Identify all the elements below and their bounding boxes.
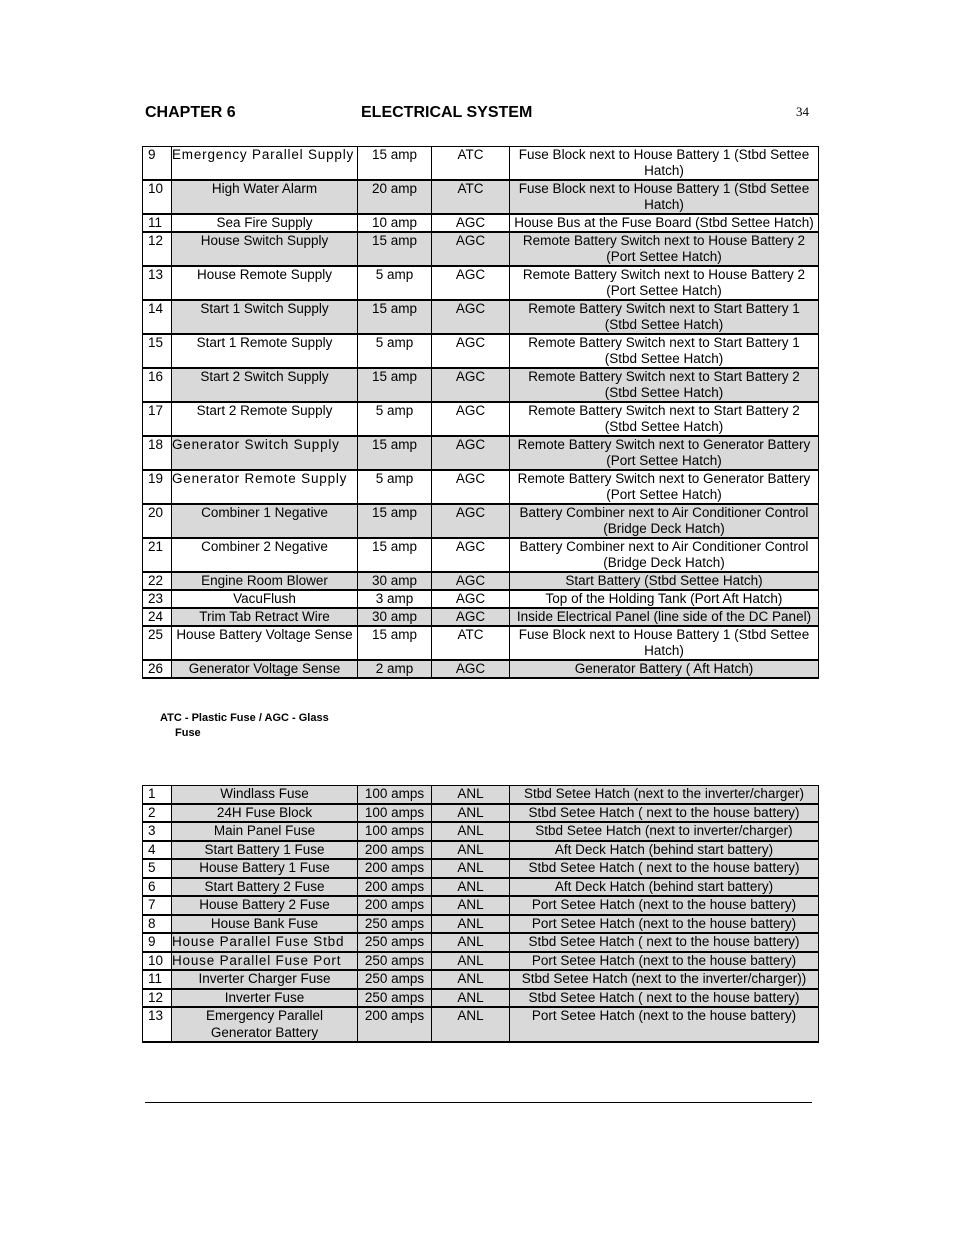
table-row bbox=[143, 266, 819, 300]
fuse-type-cell: AGC bbox=[432, 470, 510, 504]
fuse-type-cell: ANL bbox=[432, 933, 510, 952]
table-row bbox=[143, 878, 819, 897]
fuse-table-small bbox=[142, 146, 819, 679]
fuse-type-cell: ANL bbox=[432, 896, 510, 915]
fuse-location-cell: Stbd Setee Hatch ( next to the house battery) bbox=[510, 859, 819, 878]
table-row bbox=[143, 626, 819, 660]
fuse-location-cell: Remote Battery Switch next to House Battery 2 (Port Settee Hatch) bbox=[510, 232, 819, 266]
table-row bbox=[143, 504, 819, 538]
fuse-name-cell: Sea Fire Supply bbox=[172, 214, 358, 232]
fuse-name-cell: Combiner 2 Negative bbox=[172, 538, 358, 572]
table-row bbox=[143, 786, 819, 804]
table-row bbox=[143, 841, 819, 860]
fuse-number-cell: 8 bbox=[143, 915, 172, 934]
fuse-type-cell: ANL bbox=[432, 952, 510, 971]
chapter-label: CHAPTER 6 bbox=[145, 104, 236, 121]
fuse-type-cell: ANL bbox=[432, 1007, 510, 1042]
fuse-number-cell: 21 bbox=[143, 538, 172, 572]
fuse-number-cell: 10 bbox=[143, 180, 172, 214]
fuse-amp-cell: 15 amp bbox=[358, 436, 432, 470]
fuse-type-cell: ANL bbox=[432, 970, 510, 989]
fuse-number-cell: 24 bbox=[143, 608, 172, 626]
fuse-name-cell: VacuFlush bbox=[172, 590, 358, 608]
fuse-location-cell: Remote Battery Switch next to Generator Battery (Port Settee Hatch) bbox=[510, 436, 819, 470]
fuse-type-cell: AGC bbox=[432, 608, 510, 626]
fuse-amp-cell: 15 amp bbox=[358, 538, 432, 572]
fuse-amp-cell: 3 amp bbox=[358, 590, 432, 608]
fuse-type-cell: ANL bbox=[432, 989, 510, 1008]
fuse-number-cell: 2 bbox=[143, 804, 172, 823]
table-row bbox=[143, 147, 819, 181]
fuse-location-cell: Remote Battery Switch next to Start Battery 2 (Stbd Settee Hatch) bbox=[510, 402, 819, 436]
fuse-type-cell: ANL bbox=[432, 822, 510, 841]
fuse-number-cell: 13 bbox=[143, 1007, 172, 1042]
fuse-number-cell: 6 bbox=[143, 878, 172, 897]
fuse-number-cell: 19 bbox=[143, 470, 172, 504]
fuse-type-cell: AGC bbox=[432, 232, 510, 266]
fuse-number-cell: 3 bbox=[143, 822, 172, 841]
fuse-location-cell: Fuse Block next to House Battery 1 (Stbd Settee Hatch) bbox=[510, 147, 819, 181]
fuse-location-cell: Top of the Holding Tank (Port Aft Hatch) bbox=[510, 590, 819, 608]
fuse-type-cell: ANL bbox=[432, 841, 510, 860]
fuse-type-cell: AGC bbox=[432, 402, 510, 436]
fuse-location-cell: Stbd Setee Hatch (next to the inverter/charger)) bbox=[510, 970, 819, 989]
fuse-amp-cell: 30 amp bbox=[358, 572, 432, 590]
fuse-amp-cell: 250 amps bbox=[358, 989, 432, 1008]
fuse-name-cell: Engine Room Blower bbox=[172, 572, 358, 590]
fuse-location-cell: Remote Battery Switch next to House Battery 2 (Port Settee Hatch) bbox=[510, 266, 819, 300]
fuse-amp-cell: 200 amps bbox=[358, 1007, 432, 1042]
fuse-number-cell: 9 bbox=[143, 933, 172, 952]
fuse-legend-note bbox=[160, 711, 360, 741]
fuse-location-cell: Remote Battery Switch next to Start Battery 1 (Stbd Settee Hatch) bbox=[510, 300, 819, 334]
table-row bbox=[143, 933, 819, 952]
fuse-amp-cell: 20 amp bbox=[358, 180, 432, 214]
fuse-location-cell: Start Battery (Stbd Settee Hatch) bbox=[510, 572, 819, 590]
fuse-name-cell: House Parallel Fuse Stbd bbox=[172, 933, 358, 952]
fuse-amp-cell: 2 amp bbox=[358, 660, 432, 678]
page-number: 34 bbox=[796, 104, 809, 119]
table-row bbox=[143, 590, 819, 608]
fuse-name-cell: House Battery 1 Fuse bbox=[172, 859, 358, 878]
fuse-name-cell: Generator Remote Supply bbox=[172, 470, 358, 504]
fuse-amp-cell: 200 amps bbox=[358, 841, 432, 860]
table-row bbox=[143, 232, 819, 266]
fuse-name-cell: Combiner 1 Negative bbox=[172, 504, 358, 538]
fuse-table-large bbox=[142, 785, 819, 1043]
fuse-location-cell: Remote Battery Switch next to Start Battery 1 (Stbd Settee Hatch) bbox=[510, 334, 819, 368]
table-row bbox=[143, 470, 819, 504]
table-row bbox=[143, 896, 819, 915]
fuse-location-cell: Stbd Setee Hatch (next to inverter/charger) bbox=[510, 822, 819, 841]
fuse-amp-cell: 30 amp bbox=[358, 608, 432, 626]
fuse-location-cell: Inside Electrical Panel (line side of the DC Panel) bbox=[510, 608, 819, 626]
fuse-number-cell: 22 bbox=[143, 572, 172, 590]
fuse-number-cell: 14 bbox=[143, 300, 172, 334]
fuse-name-cell: Emergency Parallel Generator Battery bbox=[172, 1007, 358, 1042]
fuse-type-cell: AGC bbox=[432, 572, 510, 590]
fuse-name-cell: Generator Switch Supply bbox=[172, 436, 358, 470]
table-row bbox=[143, 970, 819, 989]
fuse-type-cell: AGC bbox=[432, 368, 510, 402]
fuse-name-cell: Emergency Parallel Supply bbox=[172, 147, 358, 181]
fuse-amp-cell: 250 amps bbox=[358, 970, 432, 989]
fuse-type-cell: AGC bbox=[432, 590, 510, 608]
fuse-amp-cell: 250 amps bbox=[358, 933, 432, 952]
fuse-number-cell: 7 bbox=[143, 896, 172, 915]
fuse-location-cell: Fuse Block next to House Battery 1 (Stbd Settee Hatch) bbox=[510, 626, 819, 660]
fuse-type-cell: ATC bbox=[432, 180, 510, 214]
fuse-location-cell: Stbd Setee Hatch ( next to the house battery) bbox=[510, 933, 819, 952]
section-title: ELECTRICAL SYSTEM bbox=[361, 104, 533, 121]
fuse-number-cell: 20 bbox=[143, 504, 172, 538]
fuse-type-cell: ANL bbox=[432, 915, 510, 934]
table-row bbox=[143, 436, 819, 470]
fuse-location-cell: Battery Combiner next to Air Conditioner Control (Bridge Deck Hatch) bbox=[510, 504, 819, 538]
fuse-type-cell: ANL bbox=[432, 804, 510, 823]
table-row bbox=[143, 952, 819, 971]
fuse-type-cell: AGC bbox=[432, 300, 510, 334]
fuse-type-cell: AGC bbox=[432, 266, 510, 300]
table-row bbox=[143, 538, 819, 572]
fuse-type-cell: AGC bbox=[432, 436, 510, 470]
table-row bbox=[143, 572, 819, 590]
fuse-name-cell: Start 2 Remote Supply bbox=[172, 402, 358, 436]
fuse-name-cell: High Water Alarm bbox=[172, 180, 358, 214]
fuse-name-cell: Main Panel Fuse bbox=[172, 822, 358, 841]
fuse-amp-cell: 250 amps bbox=[358, 915, 432, 934]
table-row bbox=[143, 300, 819, 334]
fuse-location-cell: Fuse Block next to House Battery 1 (Stbd Settee Hatch) bbox=[510, 180, 819, 214]
fuse-location-cell: Port Setee Hatch (next to the house battery) bbox=[510, 915, 819, 934]
fuse-location-cell: Stbd Setee Hatch (next to the inverter/charger) bbox=[510, 786, 819, 804]
fuse-amp-cell: 10 amp bbox=[358, 214, 432, 232]
table-row bbox=[143, 915, 819, 934]
fuse-type-cell: ANL bbox=[432, 786, 510, 804]
fuse-number-cell: 1 bbox=[143, 786, 172, 804]
fuse-name-cell: House Switch Supply bbox=[172, 232, 358, 266]
fuse-location-cell: Port Setee Hatch (next to the house battery) bbox=[510, 952, 819, 971]
table-row bbox=[143, 859, 819, 878]
fuse-name-cell: Start 2 Switch Supply bbox=[172, 368, 358, 402]
table-row bbox=[143, 214, 819, 232]
fuse-amp-cell: 15 amp bbox=[358, 300, 432, 334]
footer-rule bbox=[145, 1102, 812, 1103]
table-row bbox=[143, 1007, 819, 1042]
fuse-location-cell: Remote Battery Switch next to Generator Battery (Port Settee Hatch) bbox=[510, 470, 819, 504]
fuse-amp-cell: 5 amp bbox=[358, 402, 432, 436]
fuse-type-cell: AGC bbox=[432, 334, 510, 368]
fuse-amp-cell: 5 amp bbox=[358, 266, 432, 300]
fuse-number-cell: 26 bbox=[143, 660, 172, 678]
fuse-number-cell: 13 bbox=[143, 266, 172, 300]
fuse-type-cell: AGC bbox=[432, 214, 510, 232]
fuse-number-cell: 4 bbox=[143, 841, 172, 860]
fuse-name-cell: Trim Tab Retract Wire bbox=[172, 608, 358, 626]
fuse-name-cell: Windlass Fuse bbox=[172, 786, 358, 804]
table-row bbox=[143, 368, 819, 402]
fuse-amp-cell: 5 amp bbox=[358, 334, 432, 368]
fuse-amp-cell: 200 amps bbox=[358, 859, 432, 878]
fuse-amp-cell: 15 amp bbox=[358, 504, 432, 538]
fuse-type-cell: ANL bbox=[432, 878, 510, 897]
fuse-location-cell: Remote Battery Switch next to Start Battery 2 (Stbd Settee Hatch) bbox=[510, 368, 819, 402]
fuse-amp-cell: 100 amps bbox=[358, 786, 432, 804]
fuse-name-cell: Inverter Fuse bbox=[172, 989, 358, 1008]
fuse-location-cell: Aft Deck Hatch (behind start battery) bbox=[510, 841, 819, 860]
fuse-type-cell: ATC bbox=[432, 147, 510, 181]
fuse-amp-cell: 250 amps bbox=[358, 952, 432, 971]
table-row bbox=[143, 402, 819, 436]
fuse-name-cell: Start 1 Remote Supply bbox=[172, 334, 358, 368]
fuse-name-cell: House Battery 2 Fuse bbox=[172, 896, 358, 915]
fuse-type-cell: AGC bbox=[432, 504, 510, 538]
fuse-name-cell: Start Battery 2 Fuse bbox=[172, 878, 358, 897]
fuse-name-cell: Generator Voltage Sense bbox=[172, 660, 358, 678]
fuse-location-cell: Battery Combiner next to Air Conditioner Control (Bridge Deck Hatch) bbox=[510, 538, 819, 572]
fuse-amp-cell: 200 amps bbox=[358, 896, 432, 915]
fuse-number-cell: 11 bbox=[143, 214, 172, 232]
fuse-name-cell: Start 1 Switch Supply bbox=[172, 300, 358, 334]
table-row bbox=[143, 804, 819, 823]
fuse-name-cell: House Bank Fuse bbox=[172, 915, 358, 934]
fuse-location-cell: Stbd Setee Hatch ( next to the house battery) bbox=[510, 989, 819, 1008]
fuse-number-cell: 11 bbox=[143, 970, 172, 989]
fuse-number-cell: 25 bbox=[143, 626, 172, 660]
fuse-location-cell: Generator Battery ( Aft Hatch) bbox=[510, 660, 819, 678]
fuse-name-cell: House Battery Voltage Sense bbox=[172, 626, 358, 660]
table-row bbox=[143, 822, 819, 841]
fuse-number-cell: 23 bbox=[143, 590, 172, 608]
fuse-amp-cell: 15 amp bbox=[358, 368, 432, 402]
table-row bbox=[143, 989, 819, 1008]
fuse-name-cell: House Remote Supply bbox=[172, 266, 358, 300]
fuse-type-cell: AGC bbox=[432, 660, 510, 678]
fuse-location-cell: Aft Deck Hatch (behind start battery) bbox=[510, 878, 819, 897]
fuse-number-cell: 18 bbox=[143, 436, 172, 470]
table-row bbox=[143, 334, 819, 368]
fuse-location-cell: Stbd Setee Hatch ( next to the house battery) bbox=[510, 804, 819, 823]
fuse-amp-cell: 15 amp bbox=[358, 232, 432, 266]
table-row bbox=[143, 608, 819, 626]
fuse-location-cell: Port Setee Hatch (next to the house battery) bbox=[510, 896, 819, 915]
fuse-name-cell: Inverter Charger Fuse bbox=[172, 970, 358, 989]
fuse-amp-cell: 100 amps bbox=[358, 804, 432, 823]
fuse-amp-cell: 15 amp bbox=[358, 626, 432, 660]
fuse-legend-line1: ATC - Plastic Fuse / AGC - Glass bbox=[160, 712, 329, 724]
fuse-number-cell: 10 bbox=[143, 952, 172, 971]
fuse-name-cell: 24H Fuse Block bbox=[172, 804, 358, 823]
table-row bbox=[143, 660, 819, 678]
fuse-number-cell: 9 bbox=[143, 147, 172, 181]
table-row bbox=[143, 180, 819, 214]
fuse-name-cell: Start Battery 1 Fuse bbox=[172, 841, 358, 860]
fuse-legend-line2: Fuse bbox=[175, 727, 201, 739]
fuse-number-cell: 12 bbox=[143, 232, 172, 266]
fuse-amp-cell: 5 amp bbox=[358, 470, 432, 504]
fuse-type-cell: ATC bbox=[432, 626, 510, 660]
fuse-name-cell: House Parallel Fuse Port bbox=[172, 952, 358, 971]
fuse-number-cell: 15 bbox=[143, 334, 172, 368]
fuse-amp-cell: 15 amp bbox=[358, 147, 432, 181]
fuse-number-cell: 12 bbox=[143, 989, 172, 1008]
fuse-amp-cell: 200 amps bbox=[358, 878, 432, 897]
fuse-number-cell: 16 bbox=[143, 368, 172, 402]
fuse-location-cell: Port Setee Hatch (next to the house battery) bbox=[510, 1007, 819, 1042]
fuse-number-cell: 5 bbox=[143, 859, 172, 878]
fuse-type-cell: AGC bbox=[432, 538, 510, 572]
fuse-amp-cell: 100 amps bbox=[358, 822, 432, 841]
fuse-number-cell: 17 bbox=[143, 402, 172, 436]
fuse-location-cell: House Bus at the Fuse Board (Stbd Settee Hatch) bbox=[510, 214, 819, 232]
fuse-type-cell: ANL bbox=[432, 859, 510, 878]
